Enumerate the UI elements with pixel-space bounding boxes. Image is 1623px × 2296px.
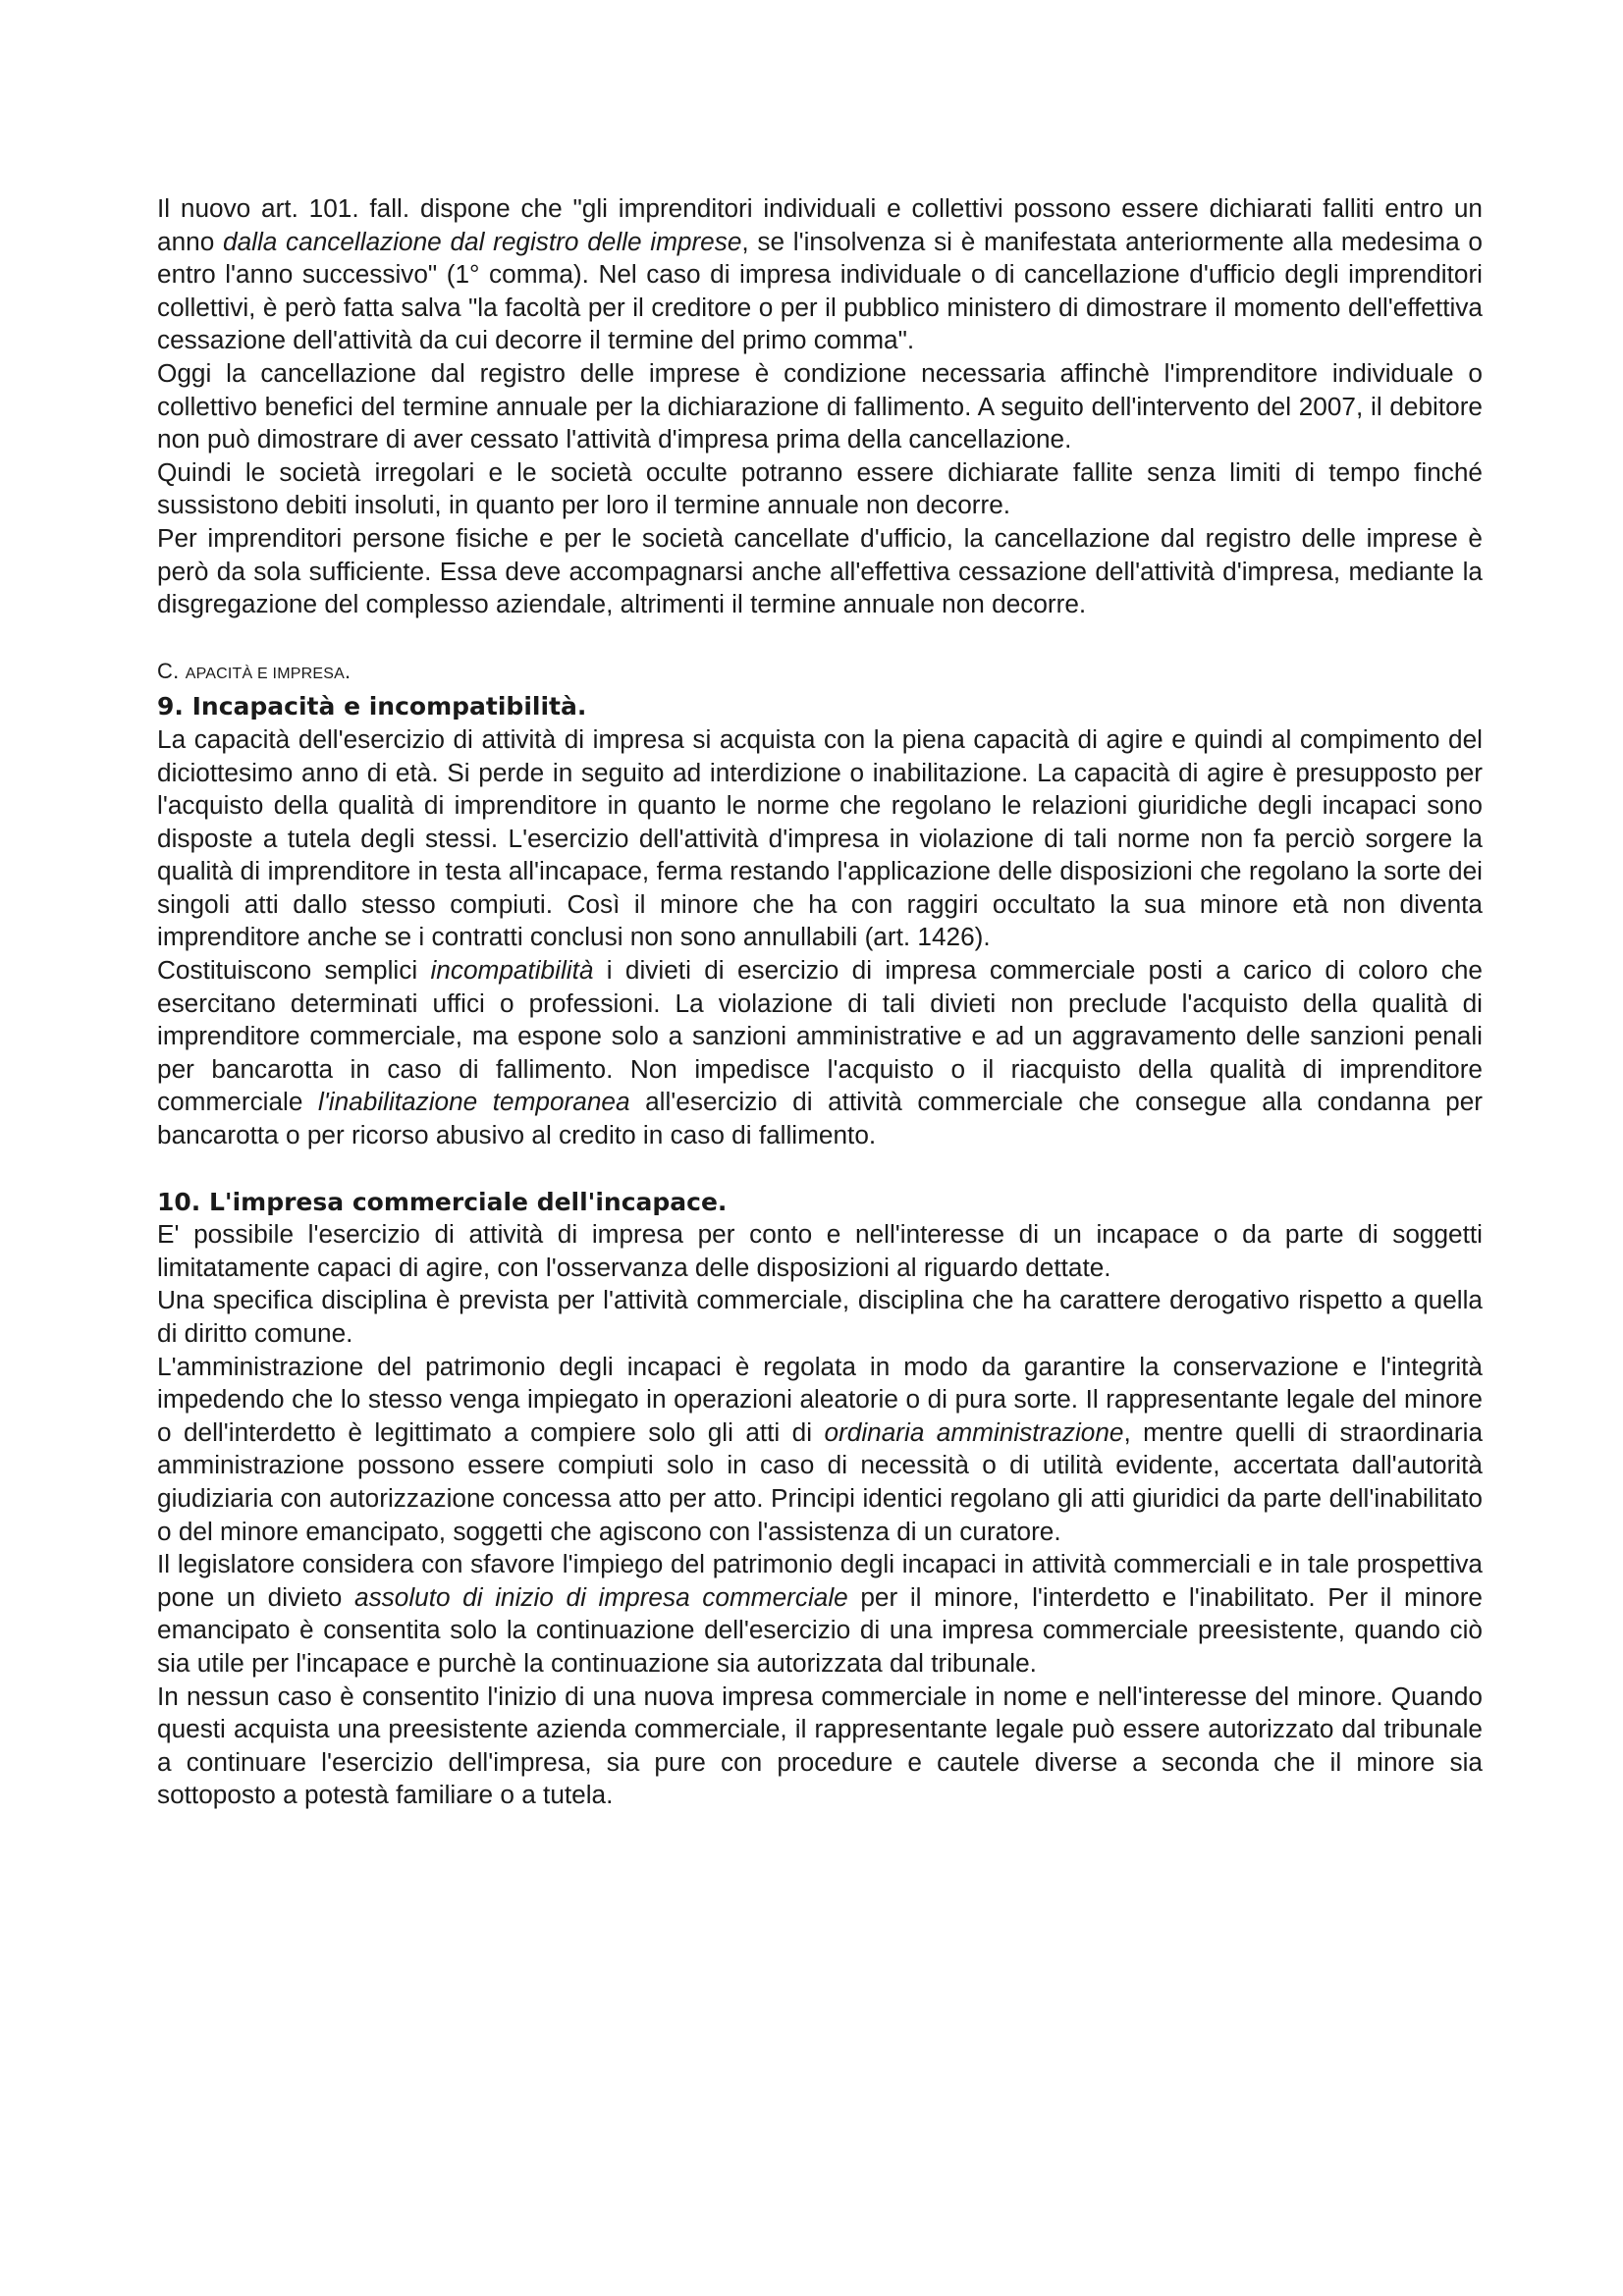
paragraph-gap bbox=[157, 621, 1483, 655]
paragraph-gap bbox=[157, 1152, 1483, 1186]
section-smallcaps: APACITÀ E IMPRESA bbox=[185, 665, 345, 682]
section-dot-space: . bbox=[173, 658, 186, 683]
body-paragraph bbox=[157, 1548, 1483, 1680]
italic-text: l'inabilitazione temporanea bbox=[317, 1087, 630, 1117]
italic-text: incompatibilità bbox=[430, 955, 594, 986]
text-segment: Costituiscono semplici bbox=[157, 955, 431, 986]
text-segment: Il nuovo art. 101. fall. dispone che "gli imprenditori individuali e collettivi possono essere dichiarati falliti entro un anno bbox=[157, 193, 1483, 256]
section-9 bbox=[157, 723, 1483, 1152]
intro-section bbox=[157, 192, 1483, 621]
section-prefix: C bbox=[157, 658, 174, 683]
text-segment: , se l'insolvenza si è manifestata anteriormente alla medesima o entro l'anno successivo" (1° comma). Nel caso di impresa individuale o di cancellazione d'ufficio degli imprenditori collettivi, è però fatta salva "la facoltà per il creditore o per il pubblico ministero di dimostrare il momento dell'effettiva cessazione dell'attività da cui decorre il termine del primo comma". bbox=[157, 226, 1483, 355]
text-segment: Per imprenditori persone fisiche e per le società cancellate d'ufficio, la cancellazione dal registro delle imprese è però da sola sufficiente. Essa deve accompagnarsi anche all'effettiva cessazione dell'attività d'impresa, mediante la disgregazione del complesso aziendale, altrimenti il termine annuale non decorre. bbox=[157, 522, 1483, 619]
text-segment: i divieti di esercizio di impresa commerciale posti a carico di coloro che esercitano determinati uffici o professioni. La violazione di tali divieti non preclude l'acquisto della qualità di imprenditore commerciale, ma espone solo a sanzioni amministrative e ad un aggravamento delle sanzioni penali per bancarotta in caso di fallimento. Non impedisce l'acquisto o il riacquisto della qualità di imprenditore commerciale bbox=[157, 955, 1483, 1117]
body-paragraph bbox=[157, 1681, 1483, 1812]
document-page bbox=[157, 192, 1483, 1812]
body-paragraph bbox=[157, 522, 1483, 621]
section-label bbox=[157, 655, 1483, 691]
italic-text: assoluto di inizio di impresa commerciale bbox=[354, 1581, 848, 1612]
text-segment: In nessun caso è consentito l'inizio di una nuova impresa commerciale in nome e nell'interesse del minore. Quando questi acquista una preesistente azienda commerciale, il rappresentante legale può essere autorizzato dal tribunale a continuare l'esercizio dell'impresa, sia pure con procedure e cautele diverse a seconda che il minore sia sottoposto a potestà familiare o a tutela. bbox=[157, 1681, 1483, 1810]
body-paragraph bbox=[157, 723, 1483, 954]
body-paragraph bbox=[157, 1218, 1483, 1284]
text-segment: E' possibile l'esercizio di attività di impresa per conto e nell'interesse di un incapace o da parte di soggetti limitatamente capaci di agire, con l'osservanza delle disposizioni al riguardo dettate. bbox=[157, 1219, 1483, 1282]
text-segment: , mentre quelli di straordinaria amministrazione possono essere compiuti solo in caso di necessità o di utilità evidente, accertata dall'autorità giudiziaria con autorizzazione concessa atto per atto. Principi identici regolano gli atti giuridici da parte dell'inabilitato o del minore emancipato, soggetti che agiscono con l'assistenza di un curatore. bbox=[157, 1416, 1484, 1546]
body-paragraph bbox=[157, 1351, 1483, 1549]
body-paragraph bbox=[157, 357, 1483, 456]
italic-text: ordinaria amministrazione bbox=[824, 1416, 1124, 1447]
heading-10: 10. L'impresa commerciale dell'incapace. bbox=[157, 1187, 728, 1216]
text-segment: L'amministrazione del patrimonio degli incapaci è regolata in modo da garantire la conservazione e l'integrità impedendo che lo stesso venga impiegato in operazioni aleatorie o di pura sorte. Il rappresentante legale del minore o dell'interdetto è legittimato a compiere solo gli atti di bbox=[157, 1351, 1483, 1447]
text-segment: all'esercizio di attività commerciale che consegue alla condanna per bancarotta o per ricorso abusivo al credito in caso di fallimento. bbox=[157, 1087, 1483, 1150]
section-10 bbox=[157, 1218, 1483, 1812]
body-paragraph bbox=[157, 192, 1483, 357]
text-segment: La capacità dell'esercizio di attività di impresa si acquista con la piena capacità di agire e quindi al compimento del diciottesimo anno di età. Si perde in seguito ad interdizione o inabilitazione. La capacità di agire è presupposto per l'acquisto della qualità di imprenditore in quanto le norme che regolano le relazioni giuridiche degli incapaci sono disposte a tutela degli stessi. L'esercizio dell'attività d'impresa in violazione di tali norme non fa perciò sorgere la qualità di imprenditore in testa all'incapace, ferma restando l'applicazione delle disposizioni che regolano la sorte dei singoli atti dallo stesso compiuti. Così il minore che ha con raggiri occultato la sua minore età non diventa imprenditore anche se i contratti conclusi non sono annullabili (art. 1426). bbox=[157, 723, 1483, 952]
body-paragraph bbox=[157, 456, 1483, 522]
text-segment: Quindi le società irregolari e le società occulte potranno essere dichiarate fallite senza limiti di tempo finché sussistono debiti insoluti, in quanto per loro il termine annuale non decorre. bbox=[157, 456, 1483, 520]
text-segment: per il minore, l'interdetto e l'inabilitato. Per il minore emancipato è consentita solo la continuazione dell'esercizio di una impresa commerciale preesistente, quando ciò sia utile per l'incapace e purchè la continuazione sia autorizzata dal tribunale. bbox=[157, 1581, 1483, 1678]
text-segment: Oggi la cancellazione dal registro delle imprese è condizione necessaria affinchè l'imprenditore individuale o collettivo benefici del termine annuale per la dichiarazione di fallimento. A seguito dell'intervento del 2007, il debitore non può dimostrare di aver cessato l'attività d'impresa prima della cancellazione. bbox=[157, 357, 1483, 454]
heading-9: 9. Incapacità e incompatibilità. bbox=[157, 692, 587, 721]
text-segment: Una specifica disciplina è prevista per l'attività commerciale, disciplina che ha carattere derogativo rispetto a quella di diritto comune. bbox=[157, 1285, 1483, 1348]
italic-text: dalla cancellazione dal registro delle imprese bbox=[223, 226, 742, 256]
body-paragraph bbox=[157, 954, 1483, 1152]
section-dot: . bbox=[344, 658, 352, 683]
body-paragraph bbox=[157, 1284, 1483, 1350]
text-segment: Il legislatore considera con sfavore l'impiego del patrimonio degli incapaci in attività commerciali e in tale prospettiva pone un divieto bbox=[157, 1549, 1483, 1612]
